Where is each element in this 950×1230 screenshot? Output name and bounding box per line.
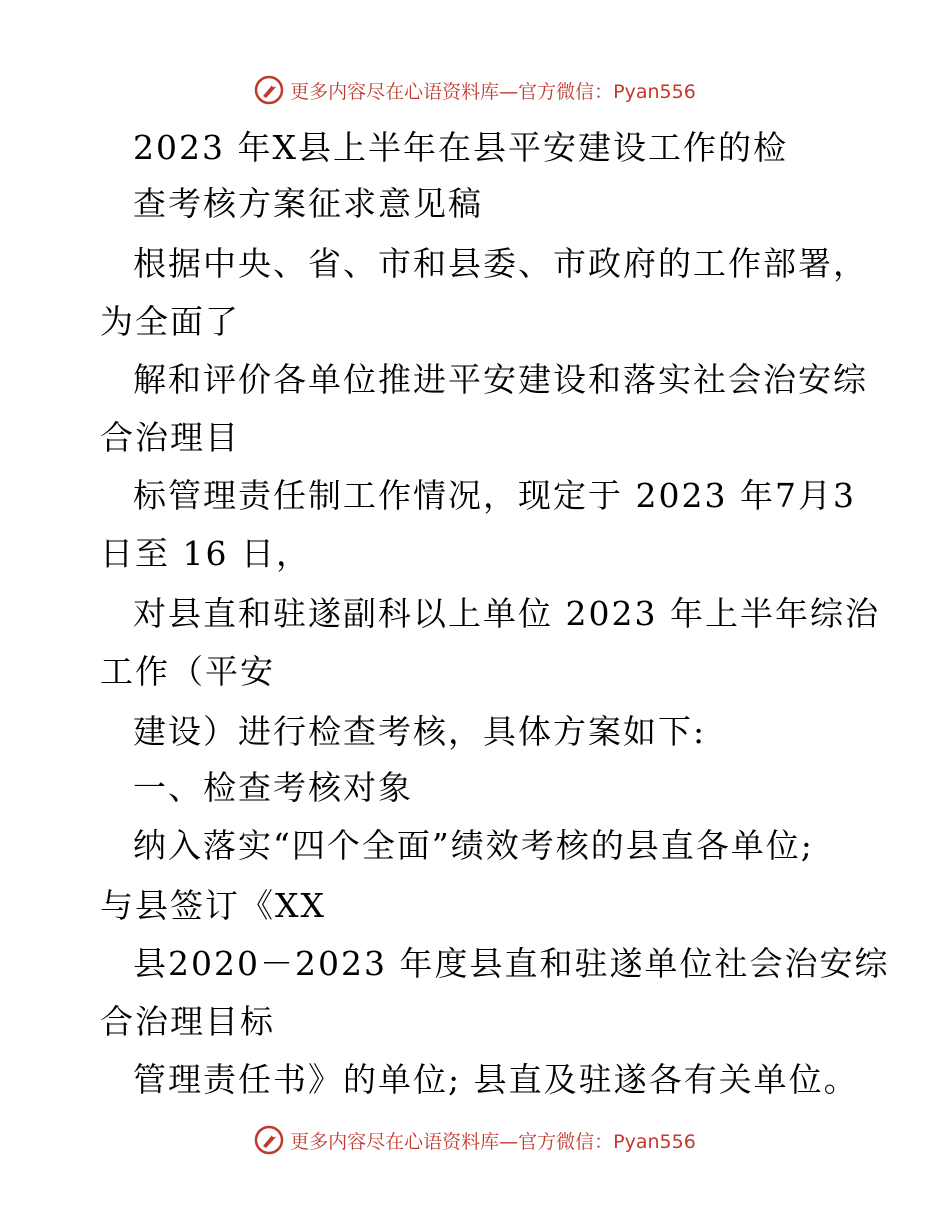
paragraph-line: 为全面了	[100, 302, 240, 341]
paragraph-line: 解和评价各单位推进平安建设和落实社会治安综	[133, 360, 868, 399]
header-watermark-banner	[0, 70, 950, 110]
paragraph-line: 工作（平安	[100, 652, 275, 691]
paragraph-line: 日至 16 日，	[100, 534, 311, 573]
paragraph-line: 标管理责任制工作情况，现定于 2023 年7月3	[133, 476, 856, 515]
pen-nib-logo-icon	[254, 1125, 284, 1155]
watermark-text: 更多内容尽在心语资料库—官方微信：Pyan556	[290, 80, 696, 103]
paragraph-line: 建设）进行检查考核，具体方案如下:	[133, 712, 707, 751]
paragraph-line: 合治理目标	[100, 1002, 275, 1041]
pen-nib-logo-icon	[254, 75, 284, 105]
watermark-text: 更多内容尽在心语资料库—官方微信：Pyan556	[290, 1130, 696, 1153]
title-line-2: 查考核方案征求意见稿	[133, 184, 483, 223]
paragraph-line: 对县直和驻遂副科以上单位 2023 年上半年综治	[133, 594, 880, 633]
paragraph-line: 根据中央、省、市和县委、市政府的工作部署，	[133, 244, 868, 283]
title-line-1: 2023 年X县上半年在县平安建设工作的检	[133, 128, 788, 167]
footer-watermark-banner	[0, 1120, 950, 1160]
paragraph-line: 与县签订《XX	[100, 886, 326, 925]
paragraph-line: 合治理目	[100, 418, 240, 457]
paragraph-line: 县2020－2023 年度县直和驻遂单位社会治安综	[133, 944, 890, 983]
paragraph-line: 管理责任书》的单位; 县直及驻遂各有关单位。	[133, 1060, 859, 1099]
section-heading: 一、检查考核对象	[133, 768, 413, 807]
paragraph-line: 纳入落实“四个全面”绩效考核的县直各单位;	[133, 826, 814, 865]
